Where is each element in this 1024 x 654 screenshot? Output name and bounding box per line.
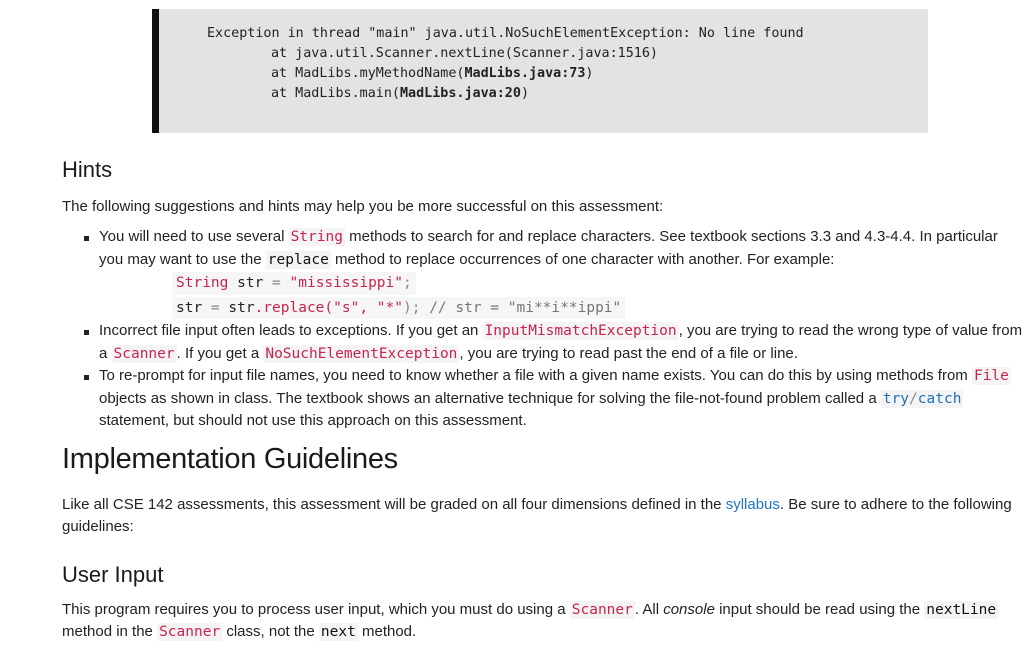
hints-heading: Hints (62, 157, 113, 182)
trace-line-1: Exception in thread "main" java.util.NoSuchElementException: No line found (207, 26, 804, 41)
code-string: String (290, 229, 343, 245)
code-scanner-2: Scanner (571, 602, 633, 618)
code-scanner: Scanner (113, 345, 175, 362)
hint-item-string-methods: You will need to use several String methods to search for and replace characters. See textbook sections 3.3 and 4.3-4.4. In particular you may want to use the replace method to replace occurrences of one character with another. For example: String str = "mississippi"; str = str.replace("s", "*"); // str = "mi**i**ippi" (62, 226, 1024, 320)
hint-item-exceptions: Incorrect file input often leads to exceptions. If you get an InputMismatchException , you are trying to read the wrong type of value from a Scanner . If you get a NoSuchElementException , you are trying to read past the end of a file or line. (62, 320, 1024, 365)
syllabus-link[interactable]: syllabus (725, 496, 780, 513)
code-scanner-3: Scanner (159, 624, 221, 640)
code-replace: replace (267, 251, 329, 268)
code-next: next (320, 624, 356, 640)
implementation-heading: Implementation Guidelines (62, 443, 398, 475)
code-try-catch: try/catch (882, 390, 962, 407)
code-inputmismatch: InputMismatchException (484, 323, 677, 339)
hint-item-reprompt: To re-prompt for input file names, you need to know whether a file with a given name exists. You can do this by using methods from File objects as shown in class. The textbook shows an alternative technique for solving the file-not-found problem called a try/catch statement, but should not use this approach on this assessment. (62, 365, 1024, 433)
code-example-line-1: String str = "mississippi"; (172, 272, 416, 295)
trace-line-3: at MadLibs.myMethodName(MadLibs.java:73) (271, 66, 594, 81)
code-nextline: nextLine (926, 602, 997, 618)
trace-line-4: at MadLibs.main(MadLibs.java:20) (271, 86, 529, 101)
code-file: File (973, 368, 1009, 384)
implementation-paragraph: Like all CSE 142 assessments, this assessment will be graded on all four dimensions defined in the syllabus. Be sure to adhere to the following guidelines: (62, 496, 1012, 535)
code-example-line-2: str = str.replace("s", "*"); // str = "mi**i**ippi" (172, 297, 625, 320)
user-input-heading: User Input (62, 562, 164, 587)
stack-trace-block (152, 9, 928, 133)
hints-list (62, 226, 1024, 433)
trace-line-2: at java.util.Scanner.nextLine(Scanner.java:1516) (271, 46, 658, 61)
user-input-paragraph: This program requires you to process user input, which you must do using a Scanner . All console input should be read using the nextLine method in the Scanner class, not the next method. (62, 601, 997, 640)
code-nosuchelement: NoSuchElementException (265, 345, 458, 362)
hints-intro: The following suggestions and hints may help you be more successful on this assessment: (62, 198, 664, 215)
